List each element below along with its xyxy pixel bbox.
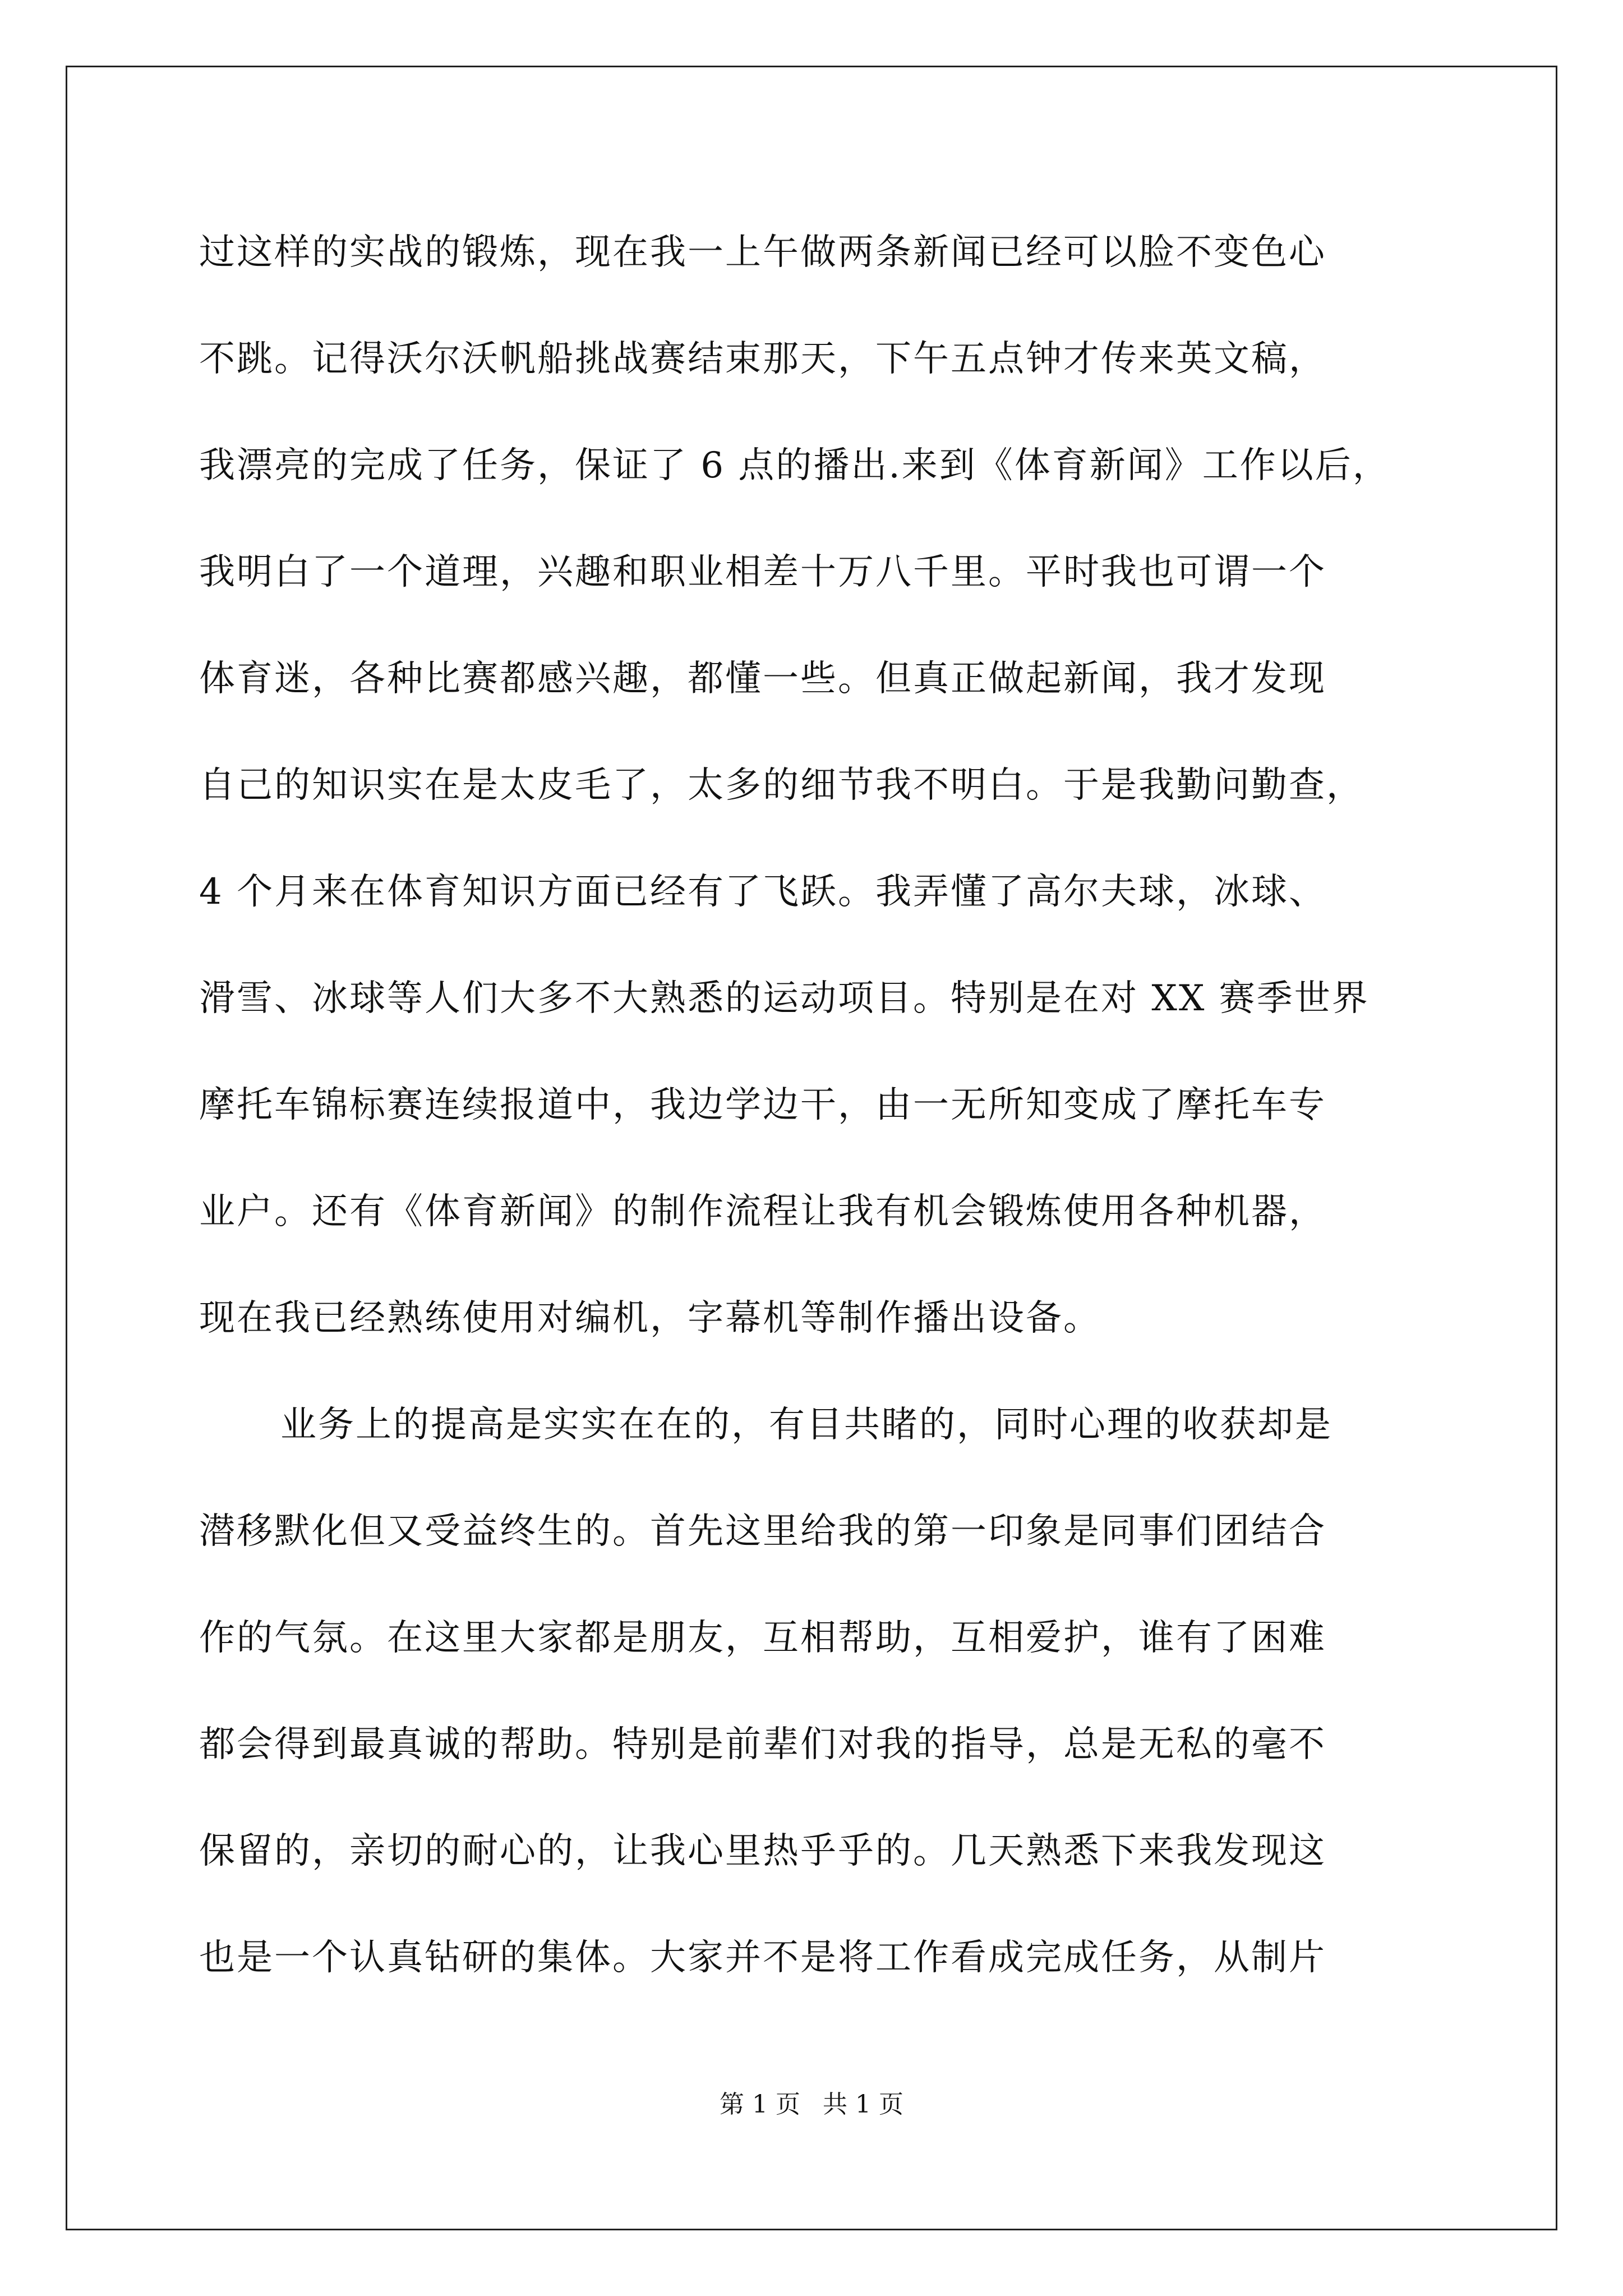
text-line: 业户。还有《体育新闻》的制作流程让我有机会锻炼使用各种机器， <box>199 1191 1326 1232</box>
page-total: 共 1 页 <box>823 2090 903 2119</box>
text-line: 都会得到最真诚的帮助。特别是前辈们对我的指导，总是无私的毫不 <box>199 1724 1326 1765</box>
page-number: 第 1 页 <box>720 2090 800 2119</box>
text-line: 保留的，亲切的耐心的，让我心里热乎乎的。几天熟悉下来我发现这 <box>199 1830 1326 1872</box>
text-line: 作的气氛。在这里大家都是朋友，互相帮助，互相爱护，谁有了困难 <box>199 1617 1326 1659</box>
text-line: 过这样的实战的锻炼，现在我一上午做两条新闻已经可以脸不变色心 <box>199 232 1326 273</box>
text-line: 现在我已经熟练使用对编机，字幕机等制作播出设备。 <box>199 1297 1101 1339</box>
text-line: 4 个月来在体育知识方面已经有了飞跃。我弄懂了高尔夫球，冰球、 <box>199 871 1327 913</box>
paragraph-first-line: 业务上的提高是实实在在的，有目共睹的，同时心理的收获却是 <box>280 1404 1332 1446</box>
text-line: 体育迷，各种比赛都感兴趣，都懂一些。但真正做起新闻，我才发现 <box>199 658 1326 700</box>
text-line: 我漂亮的完成了任务，保证了 6 点的播出.来到《体育新闻》工作以后， <box>199 445 1390 486</box>
text-line: 我明白了一个道理，兴趣和职业相差十万八千里。平时我也可谓一个 <box>199 551 1326 593</box>
text-line: 不跳。记得沃尔沃帆船挑战赛结束那天，下午五点钟才传来英文稿， <box>199 338 1326 380</box>
text-line: 摩托车锦标赛连续报道中，我边学边干，由一无所知变成了摩托车专 <box>199 1084 1326 1126</box>
text-line: 自己的知识实在是太皮毛了，太多的细节我不明白。于是我勤问勤查， <box>199 765 1364 806</box>
page-footer <box>0 2088 1623 2122</box>
text-line: 也是一个认真钻研的集体。大家并不是将工作看成完成任务，从制片 <box>199 1937 1326 1978</box>
text-line: 滑雪、冰球等人们大多不大熟悉的运动项目。特别是在对 XX 赛季世界 <box>199 978 1370 1019</box>
text-line: 潜移默化但又受益终生的。首先这里给我的第一印象是同事们团结合 <box>199 1511 1326 1552</box>
